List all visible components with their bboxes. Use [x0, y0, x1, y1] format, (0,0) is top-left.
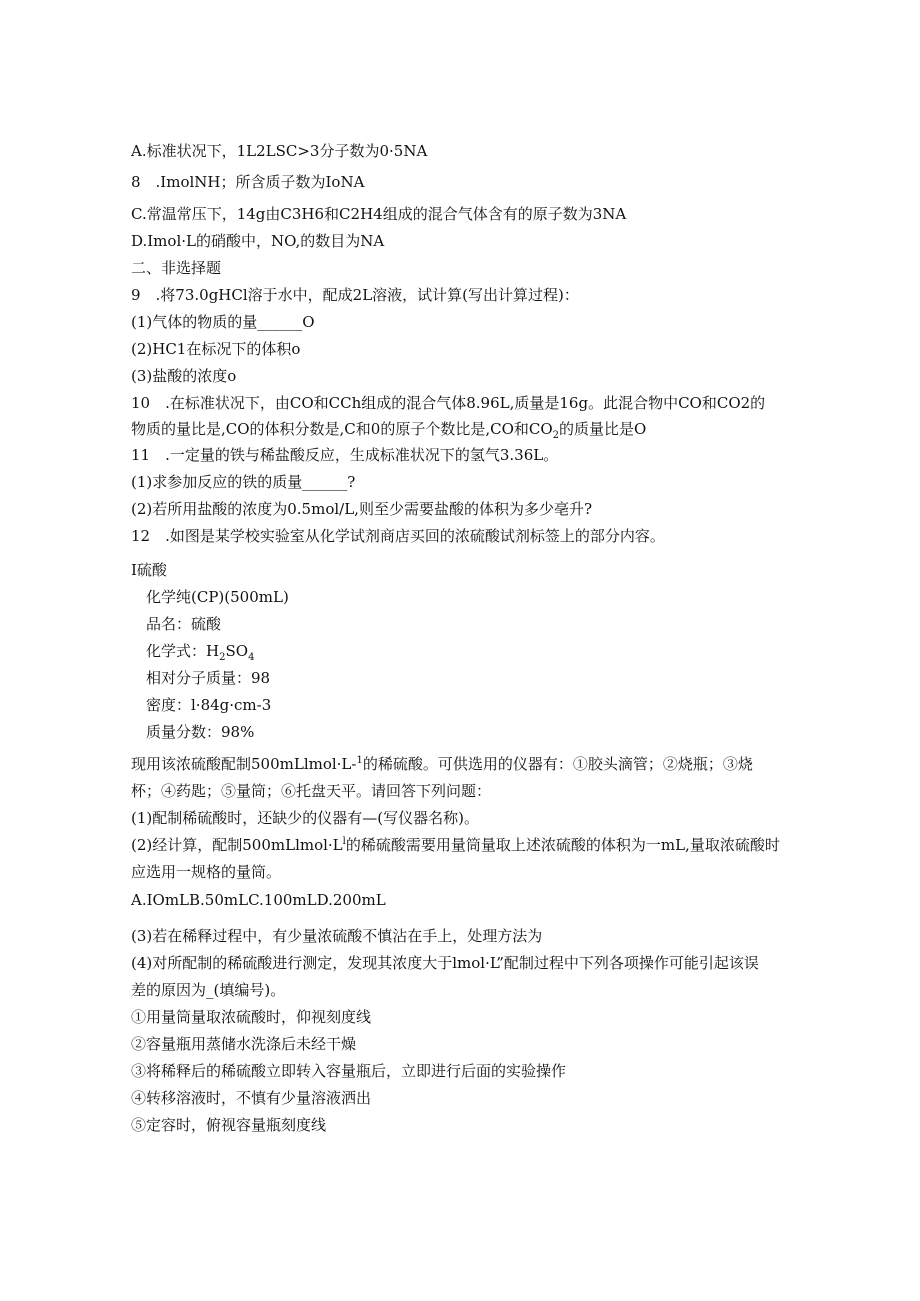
option-d: D.Imol·L的硝酸中，NO,的数目为NA	[131, 232, 385, 250]
label-formula: 化学式：$H_2SO_4$	[146, 642, 255, 663]
q12-part4-line1: (4)对所配制的稀硫酸进行测定，发现其浓度大于lmol·L”配制过程中下列各项操作可能引起该误	[131, 954, 759, 972]
label-mass: 相对分子质量：98	[146, 669, 271, 687]
q9-part1: (1)气体的物质的量______O	[131, 313, 315, 331]
q11-stem: 11 .一定量的铁与稀盐酸反应，生成标准状况下的氢气3.36L。	[131, 446, 559, 464]
q12-intro-line1: 现用该浓硫酸配制500mLlmol·L-$^1$的稀硫酸。可供选用的仪器有：①胶头滴管；②烧瓶；③烧	[131, 755, 753, 773]
q12-option3: ③将稀释后的稀硫酸立即转入容量瓶后，立即进行后面的实验操作	[131, 1062, 567, 1080]
option-b: 8 .ImolNH；所含质子数为IoNA	[131, 173, 365, 191]
q10-line2: 物质的量比是,CO的体积分数是,C和0的原子个数比是,CO和$CO_2$的质量比是O	[131, 420, 647, 441]
section-title: 二、非选择题	[131, 259, 222, 277]
q12-option4: ④转移溶液时，不慎有少量溶液洒出	[131, 1089, 372, 1107]
option-c: C.常温常压下，14g由C3H6和C2H4组成的混合气体含有的原子数为3NA	[131, 205, 627, 223]
q12-option1: ①用量筒量取浓硫酸时，仰视刻度线	[131, 1008, 372, 1026]
label-grade: 化学纯(CP)(500mL)	[146, 588, 289, 606]
label-fraction: 质量分数：98%	[146, 723, 255, 741]
q12-part2-line1: (2)经计算，配制$500mLlmol\cdot L^l$的稀硫酸需要用量筒量取上述浓硫酸的体积为一mL,量取浓硫酸时	[131, 836, 780, 854]
q9-part2: (2)HC1在标况下的体积o	[131, 340, 301, 358]
label-name: 品名：硫酸	[146, 615, 222, 633]
q12-option5: ⑤定容时，俯视容量瓶刻度线	[131, 1116, 327, 1134]
q12-part4-line2: 差的原因为_(填编号)。	[131, 981, 286, 999]
q9-stem: 9 .将73.0gHCl溶于水中，配成2L溶液，试计算(写出计算过程)：	[131, 286, 579, 304]
label-head: I硫酸	[131, 561, 167, 579]
label-density: 密度：l·84g·cm-3	[146, 696, 272, 714]
q9-part3: (3)盐酸的浓度o	[131, 367, 237, 385]
q12-part2-line2: 应选用一规格的量筒。	[131, 863, 282, 881]
q11-part1: (1)求参加反应的铁的质量______?	[131, 473, 356, 491]
option-a: A.标准状况下，1L2LSC>3分子数为0·5NA	[131, 142, 428, 160]
q11-part2: (2)若所用盐酸的浓度为0.5mol∕L,则至少需要盐酸的体积为多少亳升?	[131, 500, 592, 518]
q12-stem: 12 .如图是某学校实验室从化学试剂商店买回的浓硫酸试剂标签上的部分内容。	[131, 527, 665, 545]
q12-intro-line2: 杯；④药匙；⑤量筒；⑥托盘天平。请回答下列问题：	[131, 782, 492, 800]
q12-part3: (3)若在稀释过程中，有少量浓硫酸不慎沾在手上，处理方法为	[131, 927, 543, 945]
q12-choices: A.IOmLB.50mLC.100mLD.200mL	[131, 891, 386, 909]
q12-option2: ②容量瓶用蒸储水洗涤后未经干燥	[131, 1035, 357, 1053]
q12-part1: (1)配制稀硫酸时，还缺少的仪器有—(写仪器名称)。	[131, 809, 479, 827]
q10-line1: 10 .在标准状况下，由CO和CCh组成的混合气体8.96L,质量是16g。此混合物中CO和CO2的	[131, 394, 766, 412]
